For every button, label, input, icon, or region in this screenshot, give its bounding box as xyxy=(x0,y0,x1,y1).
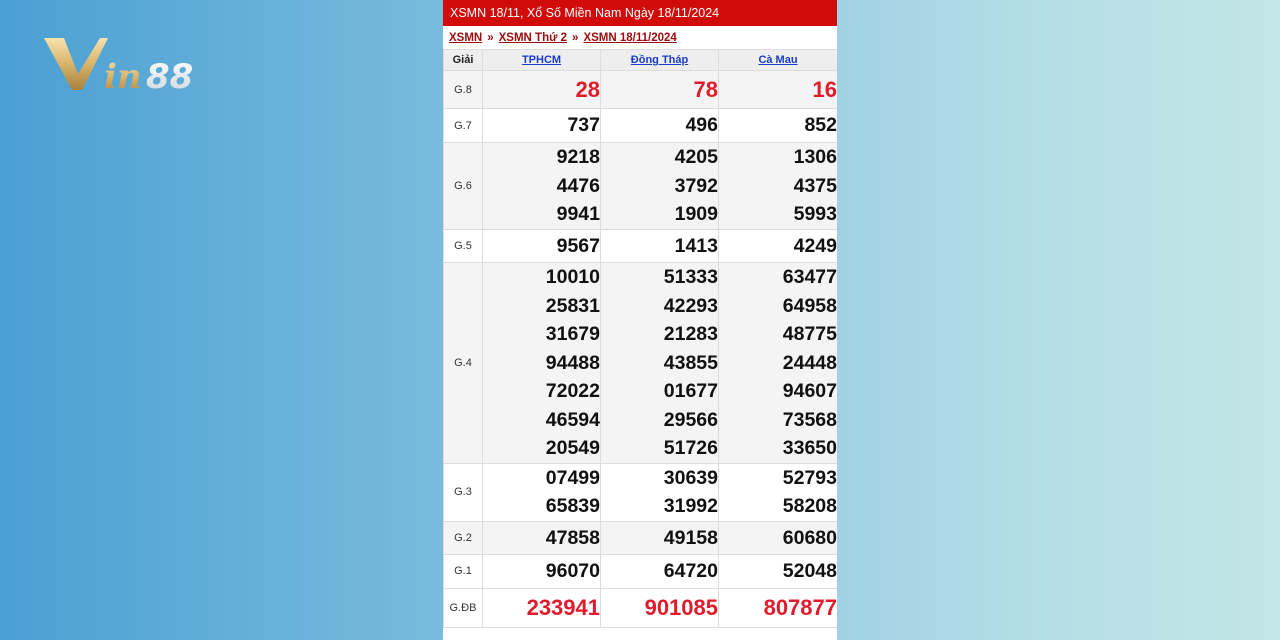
prize-number: 94607 xyxy=(782,380,837,402)
prize-number: 20549 xyxy=(545,437,600,459)
prize-row xyxy=(444,109,838,143)
results-table xyxy=(443,49,837,628)
prize-number: 30639 xyxy=(663,466,718,489)
prize-cell xyxy=(601,521,719,555)
prize-number: 96070 xyxy=(545,560,600,582)
prize-number: 48775 xyxy=(782,323,837,345)
prize-number: 9218 xyxy=(556,146,600,168)
vin88-logo xyxy=(42,34,242,94)
province-header xyxy=(483,50,601,71)
prize-number: 9567 xyxy=(556,234,600,257)
table-header-row xyxy=(444,50,838,71)
prize-number: 1413 xyxy=(674,234,718,257)
prize-number: 496 xyxy=(685,114,718,136)
giai-header: Giải xyxy=(444,50,483,71)
page-title: XSMN 18/11, Xổ Số Miền Nam Ngày 18/11/2024 xyxy=(443,0,837,26)
prize-number: 1306 xyxy=(793,146,837,168)
prize-number: 52793 xyxy=(782,466,837,489)
prize-cell xyxy=(719,588,838,627)
prize-cell xyxy=(483,143,601,230)
province-link-tphcm[interactable]: TPHCM xyxy=(521,54,562,66)
prize-number: 807877 xyxy=(763,594,837,620)
prize-number: 47858 xyxy=(545,526,600,549)
prize-row xyxy=(444,143,838,230)
prize-number: 4205 xyxy=(674,146,718,168)
prize-number: 4249 xyxy=(793,234,837,257)
prize-row xyxy=(444,263,838,464)
province-link-dong-thap[interactable]: Đồng Tháp xyxy=(630,54,689,66)
prize-number: 9941 xyxy=(556,203,600,225)
prize-cell xyxy=(601,143,719,230)
prize-cell xyxy=(601,263,719,464)
breadcrumb-separator: » xyxy=(487,32,494,44)
prize-number: 64720 xyxy=(663,560,718,582)
prize-number: 58208 xyxy=(782,495,837,517)
prize-number: 01677 xyxy=(663,380,718,402)
prize-row xyxy=(444,229,838,263)
prize-cell xyxy=(719,229,838,263)
svg-text:88: 88 xyxy=(146,57,194,94)
prize-number: 94488 xyxy=(545,351,600,374)
prize-row xyxy=(444,555,838,589)
prize-number: 852 xyxy=(804,114,837,136)
prize-number: 4476 xyxy=(556,174,600,197)
prize-number: 28 xyxy=(575,77,600,102)
prize-cell xyxy=(601,71,719,109)
prize-label: G.4 xyxy=(444,263,483,464)
prize-cell xyxy=(601,588,719,627)
svg-text:in: in xyxy=(104,57,142,94)
prize-cell xyxy=(719,143,838,230)
prize-number: 4375 xyxy=(793,174,837,197)
prize-cell xyxy=(601,463,719,521)
prize-number: 78 xyxy=(693,77,718,102)
prize-label: G.5 xyxy=(444,229,483,263)
prize-label: G.ĐB xyxy=(444,588,483,627)
prize-number: 73568 xyxy=(782,408,837,431)
prize-cell xyxy=(719,521,838,555)
prize-cell xyxy=(483,463,601,521)
prize-number: 51726 xyxy=(663,437,718,459)
prize-number: 21283 xyxy=(663,323,718,345)
prize-row xyxy=(444,463,838,521)
prize-label: G.1 xyxy=(444,555,483,589)
prize-number: 07499 xyxy=(545,466,600,489)
prize-number: 65839 xyxy=(545,495,600,517)
province-header xyxy=(719,50,838,71)
prize-cell xyxy=(483,229,601,263)
prize-cell xyxy=(719,109,838,143)
prize-number: 24448 xyxy=(782,351,837,374)
prize-number: 64958 xyxy=(782,294,837,317)
prize-label: G.3 xyxy=(444,463,483,521)
prize-number: 737 xyxy=(567,114,600,136)
prize-number: 31679 xyxy=(545,323,600,345)
prize-number: 51333 xyxy=(663,266,718,288)
breadcrumb xyxy=(443,26,837,49)
breadcrumb-link-xsmn[interactable]: XSMN xyxy=(449,32,483,44)
prize-number: 5993 xyxy=(793,203,837,225)
prize-number: 60680 xyxy=(782,526,837,549)
prize-cell xyxy=(601,229,719,263)
prize-label: G.2 xyxy=(444,521,483,555)
prize-number: 25831 xyxy=(545,294,600,317)
province-link-ca-mau[interactable]: Cà Mau xyxy=(758,54,798,66)
prize-number: 49158 xyxy=(663,526,718,549)
prize-cell xyxy=(719,463,838,521)
prize-number: 1909 xyxy=(674,203,718,225)
prize-number: 29566 xyxy=(663,408,718,431)
prize-cell xyxy=(601,555,719,589)
prize-number: 46594 xyxy=(545,408,600,431)
prize-number: 63477 xyxy=(782,266,837,288)
prize-label: G.7 xyxy=(444,109,483,143)
prize-cell xyxy=(483,71,601,109)
prize-cell xyxy=(601,109,719,143)
breadcrumb-link-date[interactable]: XSMN 18/11/2024 xyxy=(583,32,677,44)
prize-number: 233941 xyxy=(526,594,600,620)
prize-cell xyxy=(483,109,601,143)
prize-row xyxy=(444,71,838,109)
prize-cell xyxy=(719,555,838,589)
prize-cell xyxy=(483,555,601,589)
prize-number: 3792 xyxy=(674,174,718,197)
prize-number: 31992 xyxy=(663,495,718,517)
prize-cell xyxy=(483,263,601,464)
prize-number: 901085 xyxy=(644,594,718,620)
prize-number: 43855 xyxy=(663,351,718,374)
prize-cell xyxy=(483,521,601,555)
prize-row xyxy=(444,588,838,627)
prize-number: 52048 xyxy=(782,560,837,582)
prize-label: G.6 xyxy=(444,143,483,230)
breadcrumb-separator: » xyxy=(572,32,579,44)
prize-number: 42293 xyxy=(663,294,718,317)
prize-number: 10010 xyxy=(545,266,600,288)
prize-cell xyxy=(719,71,838,109)
prize-row xyxy=(444,521,838,555)
prize-number: 16 xyxy=(812,77,837,102)
prize-cell xyxy=(483,588,601,627)
prize-number: 72022 xyxy=(545,380,600,402)
breadcrumb-link-thu2[interactable]: XSMN Thứ 2 xyxy=(498,32,568,44)
prize-cell xyxy=(719,263,838,464)
province-header xyxy=(601,50,719,71)
results-panel xyxy=(443,0,837,640)
prize-number: 33650 xyxy=(782,437,837,459)
prize-label: G.8 xyxy=(444,71,483,109)
